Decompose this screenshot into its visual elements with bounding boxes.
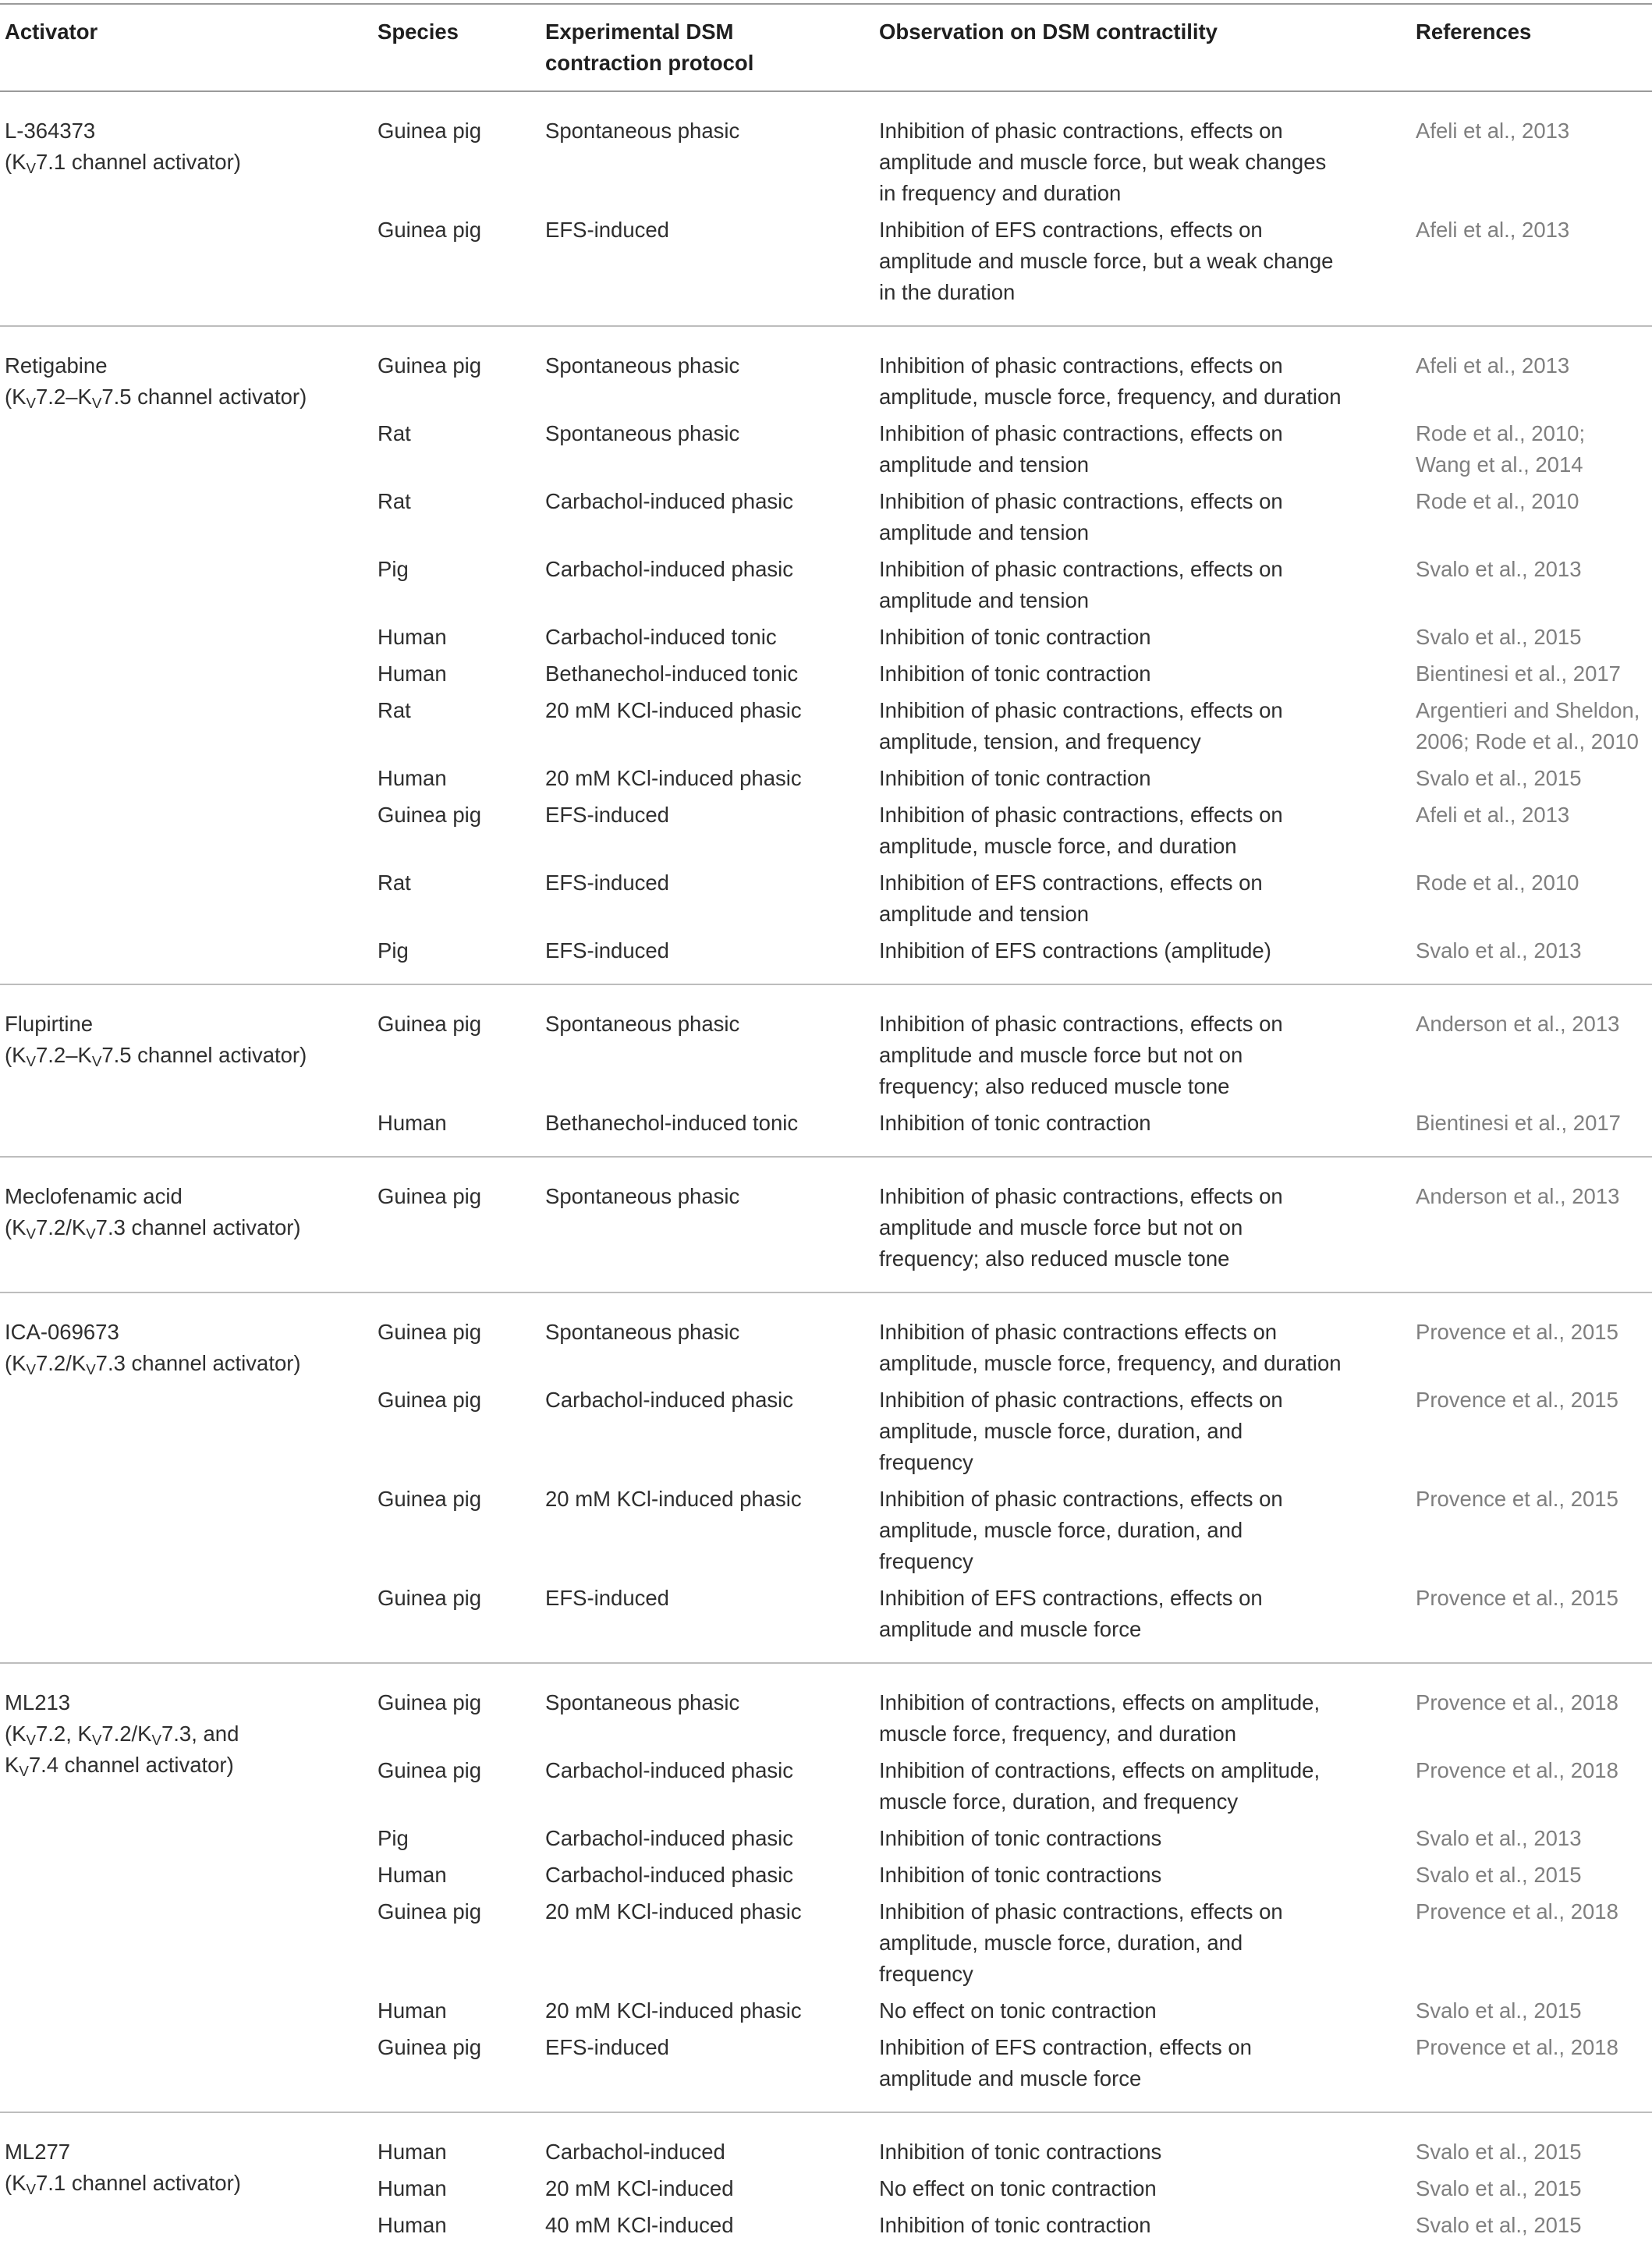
- species-cell: Rat: [378, 698, 411, 722]
- protocol-cell: Spontaneous phasic: [545, 1320, 740, 1344]
- observation-cell: Inhibition of tonic contractions: [879, 1826, 1162, 1850]
- species-cell: Guinea pig: [378, 1012, 482, 1036]
- species-cell: Rat: [378, 871, 411, 895]
- header-observation: Observation on DSM contractility: [879, 20, 1218, 44]
- reference-link: Svalo et al., 2015: [1416, 625, 1582, 649]
- observation-cell: Inhibition of phasic contractions, effects on amplitude and muscle force but not on frequency; also reduced muscle tone: [879, 1184, 1283, 1271]
- protocol-cell: 20 mM KCl-induced phasic: [545, 1899, 802, 1924]
- activator-cell: ML277 ($K_V7.1$ channel activator): [5, 2140, 241, 2198]
- protocol-cell: Spontaneous phasic: [545, 421, 740, 445]
- protocol-cell: EFS-induced: [545, 871, 669, 895]
- species-cell: Human: [378, 2176, 447, 2200]
- observation-cell: Inhibition of EFS contraction, effects on amplitude and muscle force: [879, 2035, 1252, 2090]
- observation-cell: Inhibition of tonic contractions: [879, 2140, 1162, 2164]
- species-cell: Human: [378, 2213, 447, 2237]
- group-rule: [0, 325, 1652, 327]
- reference-link: Rode et al., 2010: [1416, 871, 1579, 895]
- observation-cell: Inhibition of phasic contractions, effects on amplitude, muscle force, and duration: [879, 803, 1283, 858]
- observation-cell: Inhibition of contractions, effects on amplitude, muscle force, duration, and frequency: [879, 1758, 1321, 1814]
- reference-link: Afeli et al., 2013: [1416, 353, 1570, 378]
- table-top-rule: [0, 3, 1652, 5]
- protocol-cell: Carbachol-induced phasic: [545, 1758, 793, 1782]
- observation-cell: Inhibition of EFS contractions, effects on amplitude and tension: [879, 871, 1263, 926]
- reference-link: Svalo et al., 2015: [1416, 1863, 1582, 1887]
- protocol-cell: Carbachol-induced phasic: [545, 557, 793, 581]
- group-rule: [0, 984, 1652, 985]
- species-cell: Guinea pig: [378, 1320, 482, 1344]
- reference-link: Rode et al., 2010; Wang et al., 2014: [1416, 421, 1586, 477]
- reference-link: Provence et al., 2018: [1416, 1899, 1618, 1924]
- header-activator: Activator: [5, 20, 98, 44]
- observation-cell: Inhibition of EFS contractions, effects on amplitude and muscle force, but a weak change in the duration: [879, 218, 1334, 304]
- reference-link: Provence et al., 2018: [1416, 2035, 1618, 2059]
- species-cell: Guinea pig: [378, 119, 482, 143]
- protocol-cell: Carbachol-induced phasic: [545, 1863, 793, 1887]
- reference-link: Provence et al., 2015: [1416, 1320, 1618, 1344]
- reference-link: Afeli et al., 2013: [1416, 119, 1570, 143]
- reference-link: Bientinesi et al., 2017: [1416, 661, 1621, 686]
- protocol-cell: EFS-induced: [545, 1586, 669, 1610]
- protocol-cell: EFS-induced: [545, 938, 669, 963]
- observation-cell: Inhibition of tonic contraction: [879, 661, 1151, 686]
- observation-cell: Inhibition of phasic contractions, effects on amplitude, tension, and frequency: [879, 698, 1283, 754]
- activator-cell: L-364373 ($K_V7.1$ channel activator): [5, 119, 241, 177]
- species-cell: Guinea pig: [378, 1758, 482, 1782]
- protocol-cell: 20 mM KCl-induced phasic: [545, 698, 802, 722]
- protocol-cell: Spontaneous phasic: [545, 353, 740, 378]
- species-cell: Pig: [378, 557, 409, 581]
- protocol-cell: EFS-induced: [545, 803, 669, 827]
- species-cell: Guinea pig: [378, 1899, 482, 1924]
- species-cell: Human: [378, 2140, 447, 2164]
- header-species: Species: [378, 20, 459, 44]
- activator-cell: ICA-069673 ($K_V7.2/K_V7.3$ channel activator): [5, 1320, 301, 1378]
- header-protocol: Experimental DSM contraction protocol: [545, 20, 754, 75]
- protocol-cell: 20 mM KCl-induced phasic: [545, 766, 802, 790]
- reference-link: Afeli et al., 2013: [1416, 803, 1570, 827]
- activator-cell: Flupirtine ($K_V7.2-K_V7.5$ channel activator): [5, 1012, 307, 1070]
- observation-cell: Inhibition of contractions, effects on amplitude, muscle force, frequency, and duration: [879, 1690, 1321, 1746]
- observation-cell: Inhibition of phasic contractions, effects on amplitude, muscle force, duration, and frequency: [879, 1899, 1283, 1986]
- species-cell: Pig: [378, 938, 409, 963]
- observation-cell: Inhibition of EFS contractions (amplitude): [879, 938, 1271, 963]
- protocol-cell: Carbachol-induced: [545, 2140, 725, 2164]
- species-cell: Human: [378, 1998, 447, 2023]
- reference-link: Svalo et al., 2015: [1416, 2213, 1582, 2237]
- observation-cell: Inhibition of phasic contractions, effects on amplitude and tension: [879, 421, 1283, 477]
- observation-cell: Inhibition of tonic contraction: [879, 766, 1151, 790]
- reference-link: Svalo et al., 2015: [1416, 766, 1582, 790]
- protocol-cell: Spontaneous phasic: [545, 1690, 740, 1714]
- protocol-cell: 20 mM KCl-induced: [545, 2176, 734, 2200]
- protocol-cell: Carbachol-induced phasic: [545, 489, 793, 513]
- reference-link: Bientinesi et al., 2017: [1416, 1111, 1621, 1135]
- observation-cell: Inhibition of phasic contractions, effects on amplitude and tension: [879, 489, 1283, 544]
- species-cell: Human: [378, 661, 447, 686]
- observation-cell: Inhibition of phasic contractions, effects on amplitude and muscle force, but weak changes in frequency and duration: [879, 119, 1327, 205]
- reference-link: Provence et al., 2018: [1416, 1758, 1618, 1782]
- observation-cell: Inhibition of tonic contractions: [879, 1863, 1162, 1887]
- group-rule: [0, 1156, 1652, 1158]
- group-rule: [0, 1292, 1652, 1293]
- species-cell: Human: [378, 1863, 447, 1887]
- observation-cell: No effect on tonic contraction: [879, 2176, 1157, 2200]
- observation-cell: Inhibition of tonic contraction: [879, 2213, 1151, 2237]
- observation-cell: Inhibition of EFS contractions, effects on amplitude and muscle force: [879, 1586, 1263, 1641]
- reference-link: Anderson et al., 2013: [1416, 1184, 1620, 1208]
- protocol-cell: Carbachol-induced phasic: [545, 1826, 793, 1850]
- observation-cell: Inhibition of phasic contractions effects on amplitude, muscle force, frequency, and duration: [879, 1320, 1342, 1375]
- species-cell: Human: [378, 766, 447, 790]
- species-cell: Guinea pig: [378, 2035, 482, 2059]
- header-rule: [0, 90, 1652, 92]
- species-cell: Guinea pig: [378, 218, 482, 242]
- observation-cell: Inhibition of tonic contraction: [879, 1111, 1151, 1135]
- protocol-cell: 40 mM KCl-induced: [545, 2213, 734, 2237]
- group-rule: [0, 2112, 1652, 2113]
- observation-cell: Inhibition of phasic contractions, effects on amplitude, muscle force, duration, and frequency: [879, 1388, 1283, 1474]
- protocol-cell: Spontaneous phasic: [545, 1184, 740, 1208]
- species-cell: Guinea pig: [378, 1184, 482, 1208]
- activator-cell: Retigabine ($K_V7.2-K_V7.5$ channel activator): [5, 353, 307, 412]
- protocol-cell: EFS-induced: [545, 2035, 669, 2059]
- reference-link: Svalo et al., 2013: [1416, 557, 1582, 581]
- protocol-cell: 20 mM KCl-induced phasic: [545, 1998, 802, 2023]
- protocol-cell: Carbachol-induced phasic: [545, 1388, 793, 1412]
- reference-link: Rode et al., 2010: [1416, 489, 1579, 513]
- species-cell: Guinea pig: [378, 1586, 482, 1610]
- reference-link: Provence et al., 2015: [1416, 1586, 1618, 1610]
- group-rule: [0, 1662, 1652, 1664]
- reference-link: Afeli et al., 2013: [1416, 218, 1570, 242]
- observation-cell: Inhibition of phasic contractions, effects on amplitude and muscle force but not on frequency; also reduced muscle tone: [879, 1012, 1283, 1098]
- activator-cell: ML213 ($K_V7.2$, $K_V7.2/K_V7.3$, and $K_V7.4$ channel activator): [5, 1690, 239, 1780]
- protocol-cell: Carbachol-induced tonic: [545, 625, 777, 649]
- reference-link: Svalo et al., 2015: [1416, 2176, 1582, 2200]
- activator-cell: Meclofenamic acid ($K_V7.2/K_V7.3$ channel activator): [5, 1184, 301, 1243]
- reference-link: Svalo et al., 2015: [1416, 1998, 1582, 2023]
- reference-link: Svalo et al., 2013: [1416, 1826, 1582, 1850]
- species-cell: Rat: [378, 489, 411, 513]
- protocol-cell: Spontaneous phasic: [545, 119, 740, 143]
- reference-link: Anderson et al., 2013: [1416, 1012, 1620, 1036]
- reference-link: Svalo et al., 2013: [1416, 938, 1582, 963]
- species-cell: Human: [378, 1111, 447, 1135]
- species-cell: Guinea pig: [378, 353, 482, 378]
- species-cell: Guinea pig: [378, 1388, 482, 1412]
- observation-cell: No effect on tonic contraction: [879, 1998, 1157, 2023]
- reference-link: Provence et al., 2018: [1416, 1690, 1618, 1714]
- reference-link: Argentieri and Sheldon, 2006; Rode et al., 2010: [1416, 698, 1640, 754]
- protocol-cell: Bethanechol-induced tonic: [545, 1111, 799, 1135]
- observation-cell: Inhibition of tonic contraction: [879, 625, 1151, 649]
- protocol-cell: EFS-induced: [545, 218, 669, 242]
- species-cell: Guinea pig: [378, 1690, 482, 1714]
- observation-cell: Inhibition of phasic contractions, effects on amplitude, muscle force, duration, and frequency: [879, 1487, 1283, 1573]
- species-cell: Rat: [378, 421, 411, 445]
- protocol-cell: Spontaneous phasic: [545, 1012, 740, 1036]
- observation-cell: Inhibition of phasic contractions, effects on amplitude, muscle force, frequency, and duration: [879, 353, 1342, 409]
- protocol-cell: Bethanechol-induced tonic: [545, 661, 799, 686]
- header-references: References: [1416, 20, 1532, 44]
- reference-link: Provence et al., 2015: [1416, 1487, 1618, 1511]
- protocol-cell: 20 mM KCl-induced phasic: [545, 1487, 802, 1511]
- species-cell: Human: [378, 625, 447, 649]
- species-cell: Pig: [378, 1826, 409, 1850]
- reference-link: Provence et al., 2015: [1416, 1388, 1618, 1412]
- reference-link: Svalo et al., 2015: [1416, 2140, 1582, 2164]
- species-cell: Guinea pig: [378, 803, 482, 827]
- species-cell: Guinea pig: [378, 1487, 482, 1511]
- observation-cell: Inhibition of phasic contractions, effects on amplitude and tension: [879, 557, 1283, 612]
